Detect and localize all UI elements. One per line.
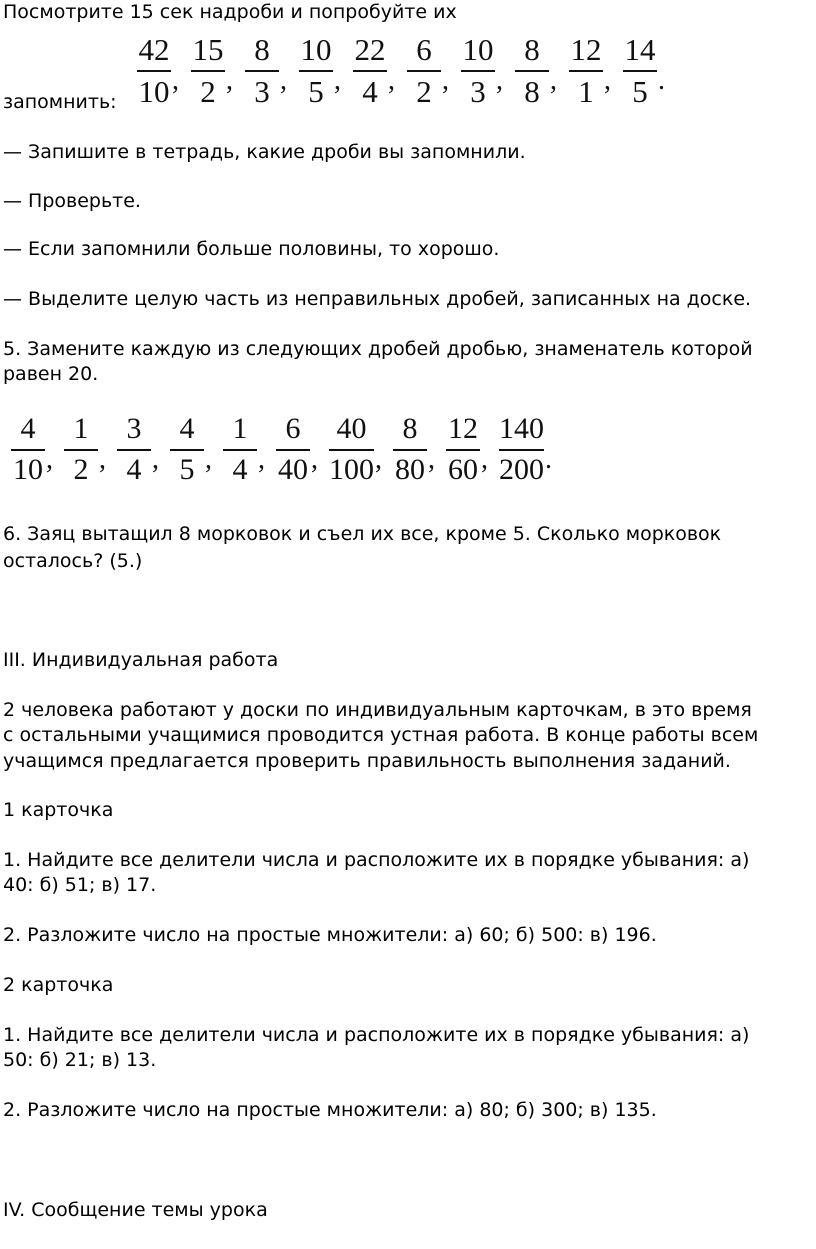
fraction-bar (329, 449, 374, 451)
card1-title: 1 карточка (3, 799, 114, 821)
fraction (245, 34, 279, 107)
fraction-separator: , (46, 443, 53, 475)
fraction-denominator: 3 (470, 74, 486, 109)
fraction (393, 414, 427, 485)
task5-line-1: 5. Замените каждую из следующих дробей дробью, знаменатель которой (3, 338, 753, 360)
fractions-to-memorize (137, 34, 677, 107)
fraction-denominator: 8 (524, 74, 540, 109)
fractions-task5 (11, 414, 563, 485)
fraction-numerator: 1 (73, 412, 89, 445)
fraction-numerator: 42 (138, 32, 170, 67)
task6-line-2: осталось? (5.) (3, 550, 143, 572)
fraction-separator: , (172, 64, 179, 96)
section3-desc-line-3: учащимся предлагается проверить правильность выполнения заданий. (3, 750, 731, 772)
fraction-denominator: 4 (362, 74, 378, 109)
fraction-numerator: 12 (570, 32, 602, 67)
fraction-denominator: 2 (416, 74, 432, 109)
fraction-numerator: 140 (499, 412, 544, 445)
card2-title: 2 карточка (3, 974, 114, 996)
fraction-item (623, 34, 677, 107)
fraction-item (407, 34, 461, 107)
fraction-separator: , (258, 443, 265, 475)
fraction-numerator: 8 (524, 32, 540, 67)
fraction (499, 414, 544, 485)
fraction-separator: , (481, 443, 488, 475)
fraction-numerator: 8 (402, 412, 418, 445)
fraction-item (353, 34, 407, 107)
fraction-bar (446, 449, 480, 451)
fraction (515, 34, 549, 107)
fraction-bar (393, 449, 427, 451)
fraction-bar (461, 70, 495, 72)
fraction-denominator: 3 (254, 74, 270, 109)
fraction-bar (223, 449, 257, 451)
section3-heading: III. Индивидуальная работа (3, 649, 279, 671)
fraction (569, 34, 603, 107)
fraction-bar (245, 70, 279, 72)
fraction-denominator: 200 (499, 453, 544, 486)
fraction-separator: , (428, 443, 435, 475)
fraction-numerator: 15 (192, 32, 224, 67)
fraction-bar (569, 70, 603, 72)
fraction-denominator: 1 (578, 74, 594, 109)
intro-line-1: Посмотрите 15 сек надроби и попробуйте их (3, 1, 457, 23)
fraction-denominator: 5 (179, 453, 195, 486)
instruction-check: — Проверьте. (3, 190, 141, 212)
fraction-numerator: 6 (416, 32, 432, 67)
fraction-item (245, 34, 299, 107)
fraction-separator: . (545, 443, 552, 475)
fraction-item (191, 34, 245, 107)
fraction-separator: , (442, 64, 449, 96)
fraction-separator: , (152, 443, 159, 475)
fraction-item (117, 414, 170, 485)
fraction-item (393, 414, 446, 485)
fraction-bar (117, 449, 151, 451)
fraction-separator: , (334, 64, 341, 96)
fraction-separator: , (99, 443, 106, 475)
fraction-denominator: 4 (126, 453, 142, 486)
intro-line-2: запомнить: (3, 91, 117, 113)
fraction-numerator: 6 (285, 412, 301, 445)
fraction-item (170, 414, 223, 485)
fraction-numerator: 12 (448, 412, 478, 445)
instruction-integer-part: — Выделите целую часть из неправильных дробей, записанных на доске. (3, 288, 752, 310)
fraction-bar (137, 70, 171, 72)
section3-desc-line-1: 2 человека работают у доски по индивидуальным карточкам, в это время (3, 699, 752, 721)
fraction-separator: , (205, 443, 212, 475)
fraction (191, 34, 225, 107)
fraction-separator: , (496, 64, 503, 96)
card1-task1-line-2: 40: б) 51; в) 17. (3, 874, 157, 896)
fraction-item (137, 34, 191, 107)
fraction-bar (499, 449, 544, 451)
fraction (329, 414, 374, 485)
fraction-denominator: 2 (200, 74, 216, 109)
fraction-denominator: 2 (73, 453, 89, 486)
fraction-denominator: 80 (395, 453, 425, 486)
fraction-item (499, 414, 563, 485)
card2-task2: 2. Разложите число на простые множители: а) 80; б) 300; в) 135. (3, 1099, 657, 1121)
card1-task1-line-1: 1. Найдите все делители числа и расположите их в порядке убывания: а) (3, 849, 750, 871)
fraction (117, 414, 151, 485)
fraction-separator: , (280, 64, 287, 96)
card2-task1-line-2: 50: б) 21; в) 13. (3, 1049, 157, 1071)
fraction-denominator: 4 (232, 453, 248, 486)
fraction (276, 414, 310, 485)
fraction-bar (191, 70, 225, 72)
fraction-denominator: 5 (308, 74, 324, 109)
fraction-separator: , (226, 64, 233, 96)
fraction-item (276, 414, 329, 485)
section4-heading: IV. Сообщение темы урока (3, 1199, 268, 1221)
fraction-bar (515, 70, 549, 72)
fraction (461, 34, 495, 107)
fraction (407, 34, 441, 107)
fraction-item (515, 34, 569, 107)
fraction-bar (11, 449, 45, 451)
fraction-denominator: 10 (13, 453, 43, 486)
fraction-item (299, 34, 353, 107)
fraction-numerator: 10 (300, 32, 332, 67)
instruction-half: — Если запомнили больше половины, то хорошо. (3, 238, 500, 260)
fraction (446, 414, 480, 485)
fraction-item (223, 414, 276, 485)
fraction-denominator: 100 (329, 453, 374, 486)
fraction (11, 414, 45, 485)
fraction-numerator: 8 (254, 32, 270, 67)
fraction-numerator: 10 (462, 32, 494, 67)
fraction (64, 414, 98, 485)
fraction-numerator: 40 (336, 412, 367, 445)
fraction-separator: , (311, 443, 318, 475)
card2-task1-line-1: 1. Найдите все делители числа и расположите их в порядке убывания: а) (3, 1024, 750, 1046)
fraction-item (11, 414, 64, 485)
fraction-bar (299, 70, 333, 72)
fraction (353, 34, 387, 107)
task6-line-1: 6. Заяц вытащил 8 морковок и съел их все, кроме 5. Сколько морковок (3, 523, 722, 545)
fraction (299, 34, 333, 107)
fraction-item (329, 414, 393, 485)
fraction (223, 414, 257, 485)
fraction-numerator: 3 (126, 412, 142, 445)
fraction-denominator: 60 (448, 453, 478, 486)
fraction-item (446, 414, 499, 485)
fraction-numerator: 4 (20, 412, 36, 445)
fraction-denominator: 10 (138, 74, 170, 109)
fraction-numerator: 22 (354, 32, 386, 67)
fraction-separator: , (375, 443, 382, 475)
fraction-bar (64, 449, 98, 451)
fraction-numerator: 14 (624, 32, 656, 67)
fraction-bar (623, 70, 657, 72)
fraction-denominator: 40 (278, 453, 308, 486)
fraction-separator: , (388, 64, 395, 96)
fraction-bar (276, 449, 310, 451)
fraction-separator: , (550, 64, 557, 96)
section3-desc-line-2: с остальными учащимися проводится устная работа. В конце работы всем (3, 724, 759, 746)
fraction-denominator: 5 (632, 74, 648, 109)
fraction (170, 414, 204, 485)
fraction-item (461, 34, 515, 107)
fraction-bar (353, 70, 387, 72)
fraction (137, 34, 171, 107)
fraction-bar (170, 449, 204, 451)
fraction-numerator: 4 (179, 412, 195, 445)
fraction-separator: , (604, 64, 611, 96)
card1-task2: 2. Разложите число на простые множители: а) 60; б) 500: в) 196. (3, 924, 657, 946)
task5-line-2: равен 20. (3, 363, 99, 385)
fraction-separator: . (658, 64, 665, 96)
fraction-item (64, 414, 117, 485)
instruction-write-down: — Запишите в тетрадь, какие дроби вы запомнили. (3, 141, 526, 163)
fraction-numerator: 1 (232, 412, 248, 445)
fraction-bar (407, 70, 441, 72)
fraction-item (569, 34, 623, 107)
fraction (623, 34, 657, 107)
